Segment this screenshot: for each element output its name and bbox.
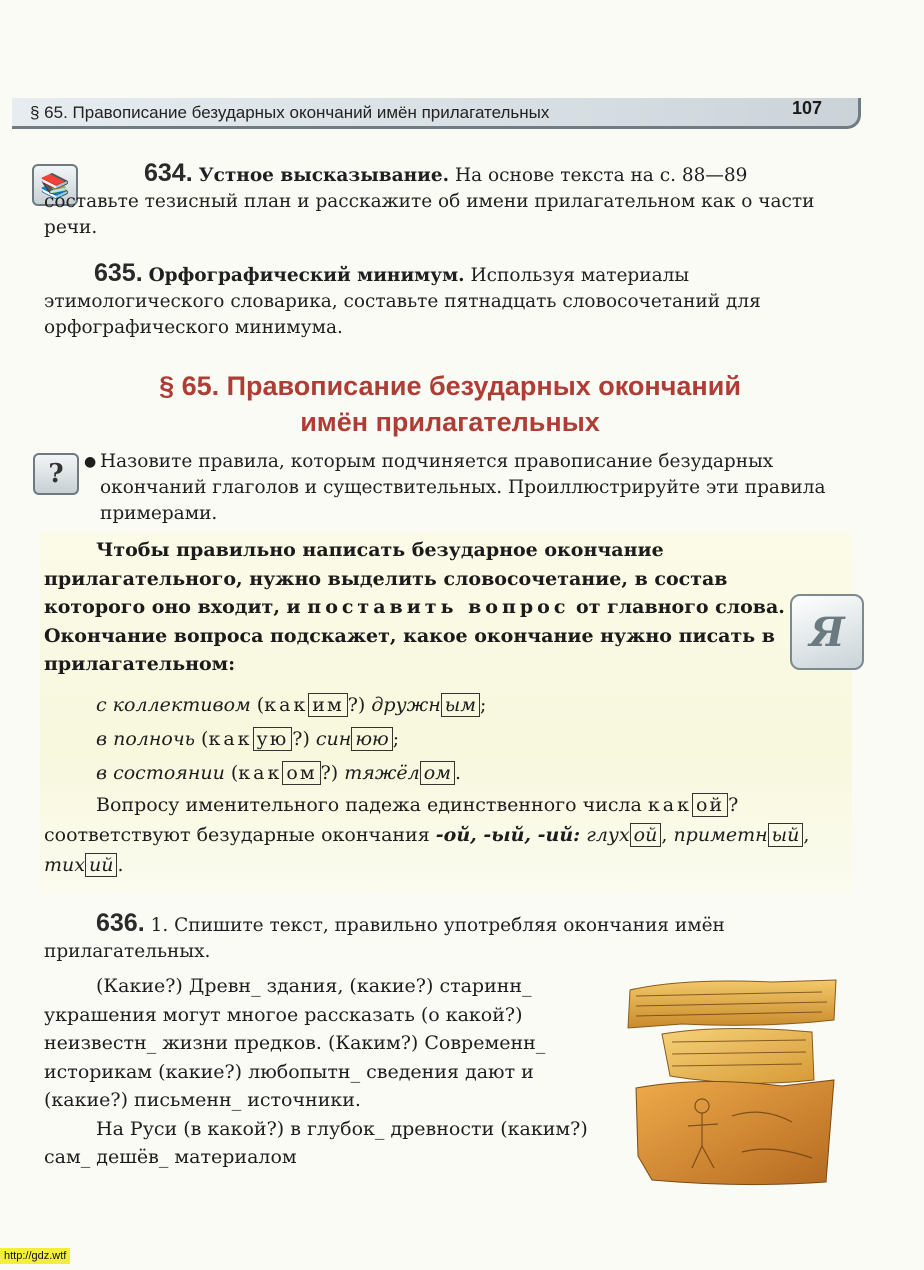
spelling-rule (44, 536, 834, 679)
exercise-number: 636. (96, 909, 145, 937)
rule2-endings: -ой, -ый, -ий: (435, 824, 581, 846)
review-question (84, 449, 834, 527)
rule2-mid: ? соответствуют безударные окончания (44, 794, 739, 846)
watermark: http://gdz.wtf (0, 1248, 70, 1264)
passage-paragraph-2: На Руси (в какой?) в глубок_ древности (каким?) сам_ дешёв_ материалом (44, 1117, 588, 1168)
section-title (60, 368, 840, 440)
example-punct: ; (392, 728, 400, 750)
example-noun: в состоянии (96, 762, 225, 784)
letter-ya-icon: Я (790, 594, 864, 670)
rule-part1: Чтобы правильно написать безударное окончание прилагательного, нужно выделить словосочетание, в состав которого оно входит, и (44, 539, 728, 618)
example-row: в состоянии (как ом ?) тяжёл ом . (96, 762, 462, 784)
question-text: Назовите правила, которым подчиняется правописание безударных окончаний глаголов и существительных. Проиллюстрируйте эти правила примерами. (100, 451, 826, 524)
rule2-question-stem: как (647, 794, 692, 816)
example-punct: . (454, 762, 462, 784)
examples (96, 688, 486, 790)
running-header-title: § 65. Правописание безударных окончаний имён прилагательных (30, 103, 550, 122)
question-stem: как (238, 762, 283, 784)
section-title-line2: имён прилагательных (300, 407, 600, 437)
adjective-stem: син (315, 728, 352, 750)
example-punct: ; (479, 694, 487, 716)
example-row: в полночь (как ую ?) син юю ; (96, 728, 400, 750)
adjective-stem: тяжёл (344, 762, 420, 784)
exercise-passage (44, 972, 599, 1172)
section-title-line1: § 65. Правописание безударных окончаний (159, 371, 741, 401)
question-ending: ом (282, 761, 320, 785)
exercise-text: На основе текста на с. 88—89 составьте тезисный план и расскажите об имени прилагательном как о части речи. (44, 165, 815, 238)
example-noun: с коллективом (96, 694, 251, 716)
rule2-ex3-ending: ий (85, 853, 117, 877)
adjective-ending: юю (351, 727, 392, 751)
exercise-keyword: Устное высказывание. (198, 165, 450, 186)
rule2-question-ending: ой (692, 793, 728, 817)
exercise-text: 1. Спишите текст, правильно употребляя окончания имён прилагательных. (44, 915, 725, 962)
exercise-number: 634. (144, 159, 193, 187)
adjective-ending: ым (441, 693, 480, 717)
exercise-634 (44, 160, 834, 241)
rule-part2: от главного слова. Окончание вопроса подскажет, какое окончание нужно писать в прилагательном: (44, 596, 785, 675)
question-stem: как (208, 728, 253, 750)
rule2-intro: Вопросу именительного падежа единственного числа (96, 794, 642, 816)
birch-bark-letters-image (622, 976, 840, 1188)
example-noun: в полночь (96, 728, 195, 750)
exercise-text: Используя материалы этимологического словарика, составьте пятнадцать словосочетаний для орфографического минимума. (44, 265, 761, 338)
exercise-number: 635. (94, 259, 143, 287)
question-stem: как (264, 694, 309, 716)
adjective-stem: дружн (371, 694, 441, 716)
books-icon: 📚 (32, 164, 78, 206)
rule2-ex2-ending: ый (768, 823, 804, 847)
exercise-keyword: Орфографический минимум. (148, 265, 465, 286)
passage-paragraph-1: (Какие?) Древн_ здания, (какие?) старинн_ украшения могут многое рассказать (о какой?) неизвестн_ жизни предков. (Каким?) Современн_ историкам (какие?) любопытн_ сведения дают и (какие?) письменн_ источники. (44, 975, 546, 1111)
rule2-ex3-stem: тих (44, 854, 85, 876)
exercise-636 (44, 910, 834, 965)
rule-spaced: поставить вопрос (307, 596, 570, 618)
question-ending: ую (253, 727, 293, 751)
bullet-icon: ● (84, 454, 97, 470)
adjective-ending: ом (420, 761, 455, 785)
page-number: 107 (792, 98, 823, 118)
question-icon: ? (33, 453, 79, 495)
exercise-635 (44, 260, 834, 341)
rule2-ex1-ending: ой (630, 823, 662, 847)
rule2-ex2-stem: приметн (673, 824, 768, 846)
example-row: с коллективом (как им ?) дружн ым ; (96, 694, 487, 716)
rule2-ex1-stem: глух (586, 824, 630, 846)
question-ending: им (308, 693, 347, 717)
nominative-rule: Вопросу именительного падежа единственного числа как ой ? соответствуют безударные окончания -ой, -ый, -ий: глух ой , приметн ый , тих ий . (44, 794, 810, 876)
